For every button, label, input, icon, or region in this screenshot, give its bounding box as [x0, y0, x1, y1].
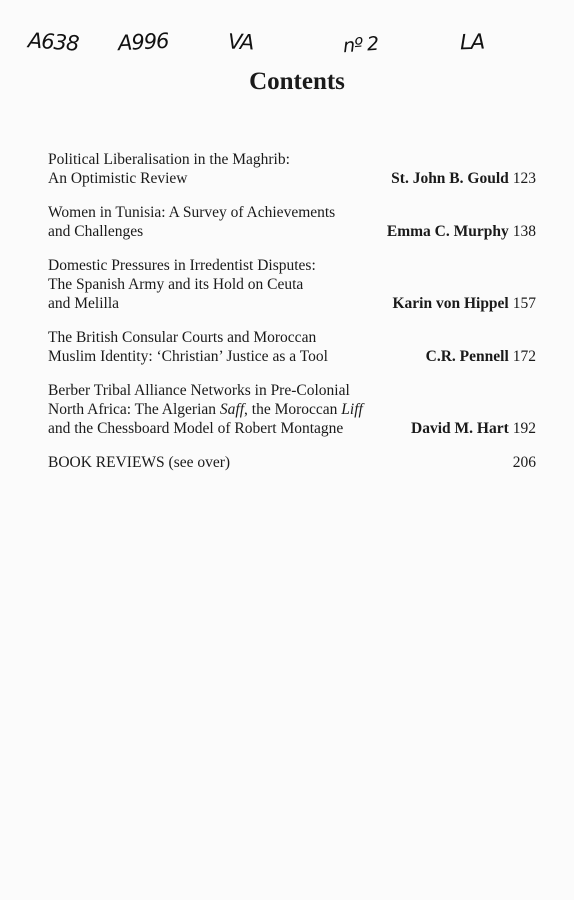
page-number: 138 — [512, 223, 536, 240]
term-liff: Liff — [341, 401, 363, 418]
page-number: 123 — [512, 170, 536, 187]
term-saff: Saff — [219, 401, 245, 418]
page-number: 157 — [512, 295, 536, 312]
article-title: Political Liberalisation in the Maghrib: An Optimistic Review — [48, 151, 290, 187]
book-reviews-entry[interactable] — [48, 453, 536, 472]
article-title: The British Consular Courts and Moroccan Muslim Identity: ‘Christian’ Justice as a Tool — [48, 329, 328, 365]
toc-entry-1[interactable] — [48, 150, 536, 188]
toc-entry-3[interactable] — [48, 256, 536, 313]
handwritten-annotations — [0, 30, 574, 70]
article-author: Karin von Hippel — [392, 295, 509, 312]
toc-entry-4[interactable] — [48, 328, 536, 366]
article-title: Berber Tribal Alliance Networks in Pre-Colonial North Africa: The Algerian Saff, the Moroccan Liff and the Chessboard Model of Robert Montagne — [48, 382, 363, 437]
article-title: Women in Tunisia: A Survey of Achievements and Challenges — [48, 204, 336, 240]
table-of-contents — [48, 150, 536, 472]
annotation-call-number: A638 — [27, 28, 80, 56]
toc-entry-2[interactable] — [48, 203, 536, 241]
article-author: St. John B. Gould — [391, 170, 509, 187]
page-number: 172 — [512, 348, 536, 365]
article-author: Emma C. Murphy — [386, 223, 509, 240]
annotation-issue: nº 2 — [342, 32, 379, 58]
page-number: 206 — [512, 454, 536, 471]
page-title: Contents — [249, 68, 345, 95]
annotation-year: A996 — [117, 28, 170, 56]
annotation-volume: VA — [227, 29, 254, 55]
annotation-initials: LA — [459, 29, 485, 55]
page-number: 192 — [512, 420, 536, 437]
article-author: David M. Hart — [411, 420, 509, 437]
article-author: C.R. Pennell — [425, 348, 509, 365]
book-reviews-label: BOOK REVIEWS (see over) — [48, 454, 231, 471]
article-title: Domestic Pressures in Irredentist Disputes: The Spanish Army and its Hold on Ceuta and Melilla — [48, 257, 316, 312]
toc-entry-5[interactable] — [48, 381, 536, 438]
